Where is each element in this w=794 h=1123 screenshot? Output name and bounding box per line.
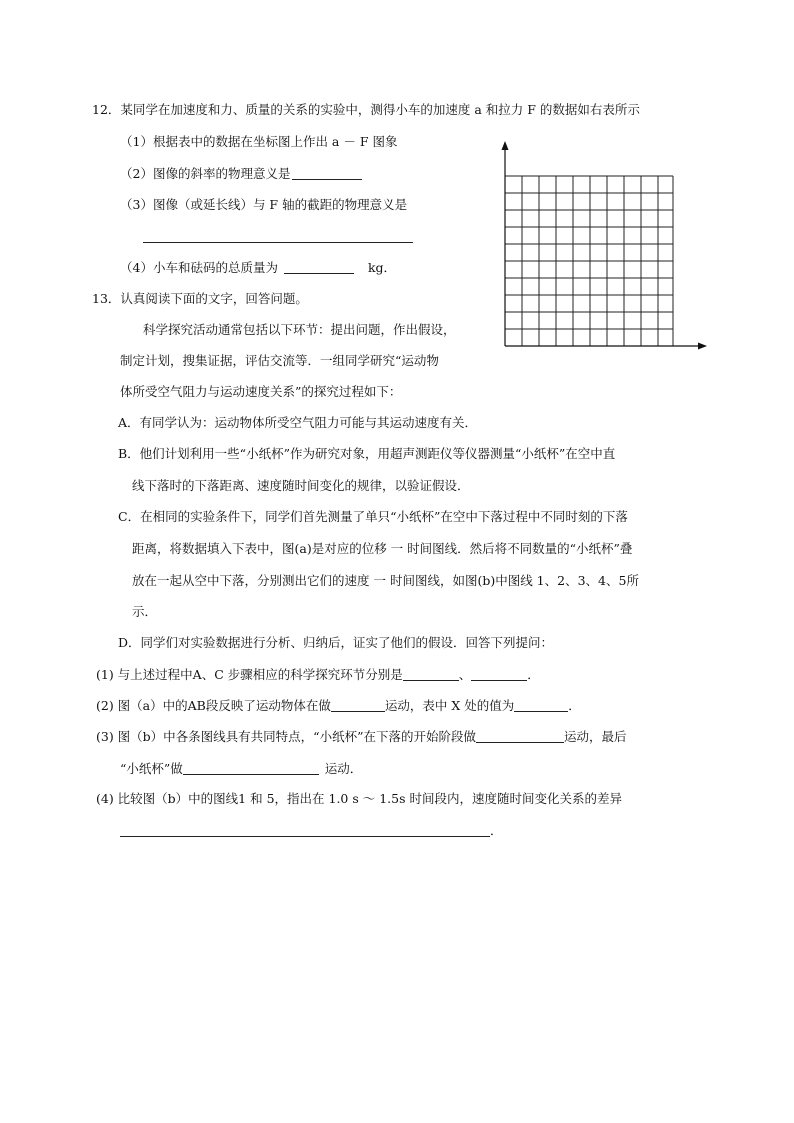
q13-sub2-blank-motion[interactable]	[331, 699, 385, 712]
q13-sub2-end: ．	[568, 698, 581, 713]
x-axis-arrow	[698, 343, 707, 350]
q13-step-c-line3: 放在一起从空中下落，分别测出它们的速度 一 时间图线，如图(b)中图线 1、2、3、4、5所	[132, 573, 639, 588]
q13-intro-line3: 体所受空气阻力与运动速度关系”的探究过程如下：	[120, 384, 402, 399]
q13-step-c-line1: C．在相同的实验条件下，同学们首先测量了单只“小纸杯”在空中下落过程中不同时刻的下落	[118, 509, 628, 524]
q13-sub3	[96, 730, 626, 744]
q13-sub3-text-c: “小纸杯”做	[120, 761, 183, 776]
q12-part4-text: （4）小车和砝码的总质量为	[120, 260, 278, 275]
q13-sub1-text: (1) 与上述过程中A、C 步骤相应的科学探究环节分别是	[96, 667, 403, 682]
q12-mass-unit: kg．	[367, 260, 397, 275]
q13-sub3-blank-start[interactable]	[476, 730, 564, 743]
q13-sub3-end: 运动．	[324, 761, 363, 776]
q13-sub3-line2	[120, 762, 362, 776]
q13-step-b-line2: 线下落时的下落距离、速度随时间变化的规律，以验证假设．	[132, 478, 470, 493]
q12-stem: 12．某同学在加速度和力、质量的关系的实验中，测得小车的加速度 a 和拉力 F 的数据如右表所示	[92, 102, 640, 117]
q13-sub4: (4) 比较图（b）中的图线1 和 5，指出在 1.0 s ～ 1.5s 时间段内，速度随时间变化关系的差异	[96, 791, 622, 806]
q12-part2-text: （2）图像的斜率的物理意义是	[120, 166, 291, 181]
q13-sub2-blank-x[interactable]	[514, 699, 568, 712]
q13-stem: 13．认真阅读下面的文字，回答问题。	[92, 291, 308, 306]
q13-sub1-blank-a[interactable]	[403, 668, 459, 681]
q13-step-c-line4: 示．	[132, 604, 158, 619]
q13-sub4-blank[interactable]	[120, 824, 490, 837]
q13-sub2-text-b: 运动，表中 X 处的值为	[384, 698, 515, 713]
q13-sub1-end: ．	[527, 667, 540, 682]
q13-intro-line2: 制定计划，搜集证据，评估交流等．一组同学研究“运动物	[120, 353, 439, 368]
q12-mass-blank[interactable]	[284, 261, 354, 274]
q13-sub3-text: (3) 图（b）中各条图线具有共同特点，“小纸杯”在下落的开始阶段做	[96, 729, 476, 744]
q12-part2	[120, 167, 362, 181]
q13-sub2-text: (2) 图（a）中的AB段反映了运动物体在做	[96, 698, 331, 713]
q13-sub2	[96, 699, 581, 713]
q12-part4	[120, 261, 396, 275]
q13-sub1-blank-c[interactable]	[471, 668, 527, 681]
q13-step-b-line1: B．他们计划利用一些“小纸杯”作为研究对象，用超声测距仪等仪器测量“小纸杯”在空中直	[118, 446, 616, 461]
q12-slope-blank[interactable]	[292, 167, 362, 180]
q13-sub3-blank-final[interactable]	[183, 762, 319, 775]
q13-intro-line1: 科学探究活动通常包括以下环节：提出问题，作出假设，	[143, 322, 456, 337]
q13-sub3-text-b: 运动，最后	[563, 729, 627, 744]
q13-step-d: D．同学们对实验数据进行分析、归纳后，证实了他们的假设．回答下列提问：	[118, 635, 554, 650]
q13-sub1	[96, 668, 540, 682]
coordinate-grid-svg	[494, 140, 710, 352]
coordinate-grid	[494, 140, 710, 352]
q13-sub4-line2	[120, 824, 503, 838]
y-axis-arrow	[502, 141, 509, 150]
q12-intercept-blank-row	[143, 230, 413, 244]
q12-part3: （3）图像（或延长线）与 F 轴的截距的物理意义是	[120, 197, 408, 212]
q13-sub4-end: ．	[490, 823, 503, 838]
q13-sub1-separator: 、	[458, 667, 472, 682]
q13-step-c-line2: 距离，将数据填入下表中，图(a)是对应的位移 一 时间图线．然后将不同数量的“小纸杯”叠	[132, 541, 633, 556]
q12-part1: （1）根据表中的数据在坐标图上作出 a － F 图象	[120, 134, 398, 149]
q12-intercept-blank[interactable]	[143, 230, 413, 243]
q13-step-a: A．有同学认为：运动物体所受空气阻力可能与其运动速度有关．	[118, 415, 478, 430]
